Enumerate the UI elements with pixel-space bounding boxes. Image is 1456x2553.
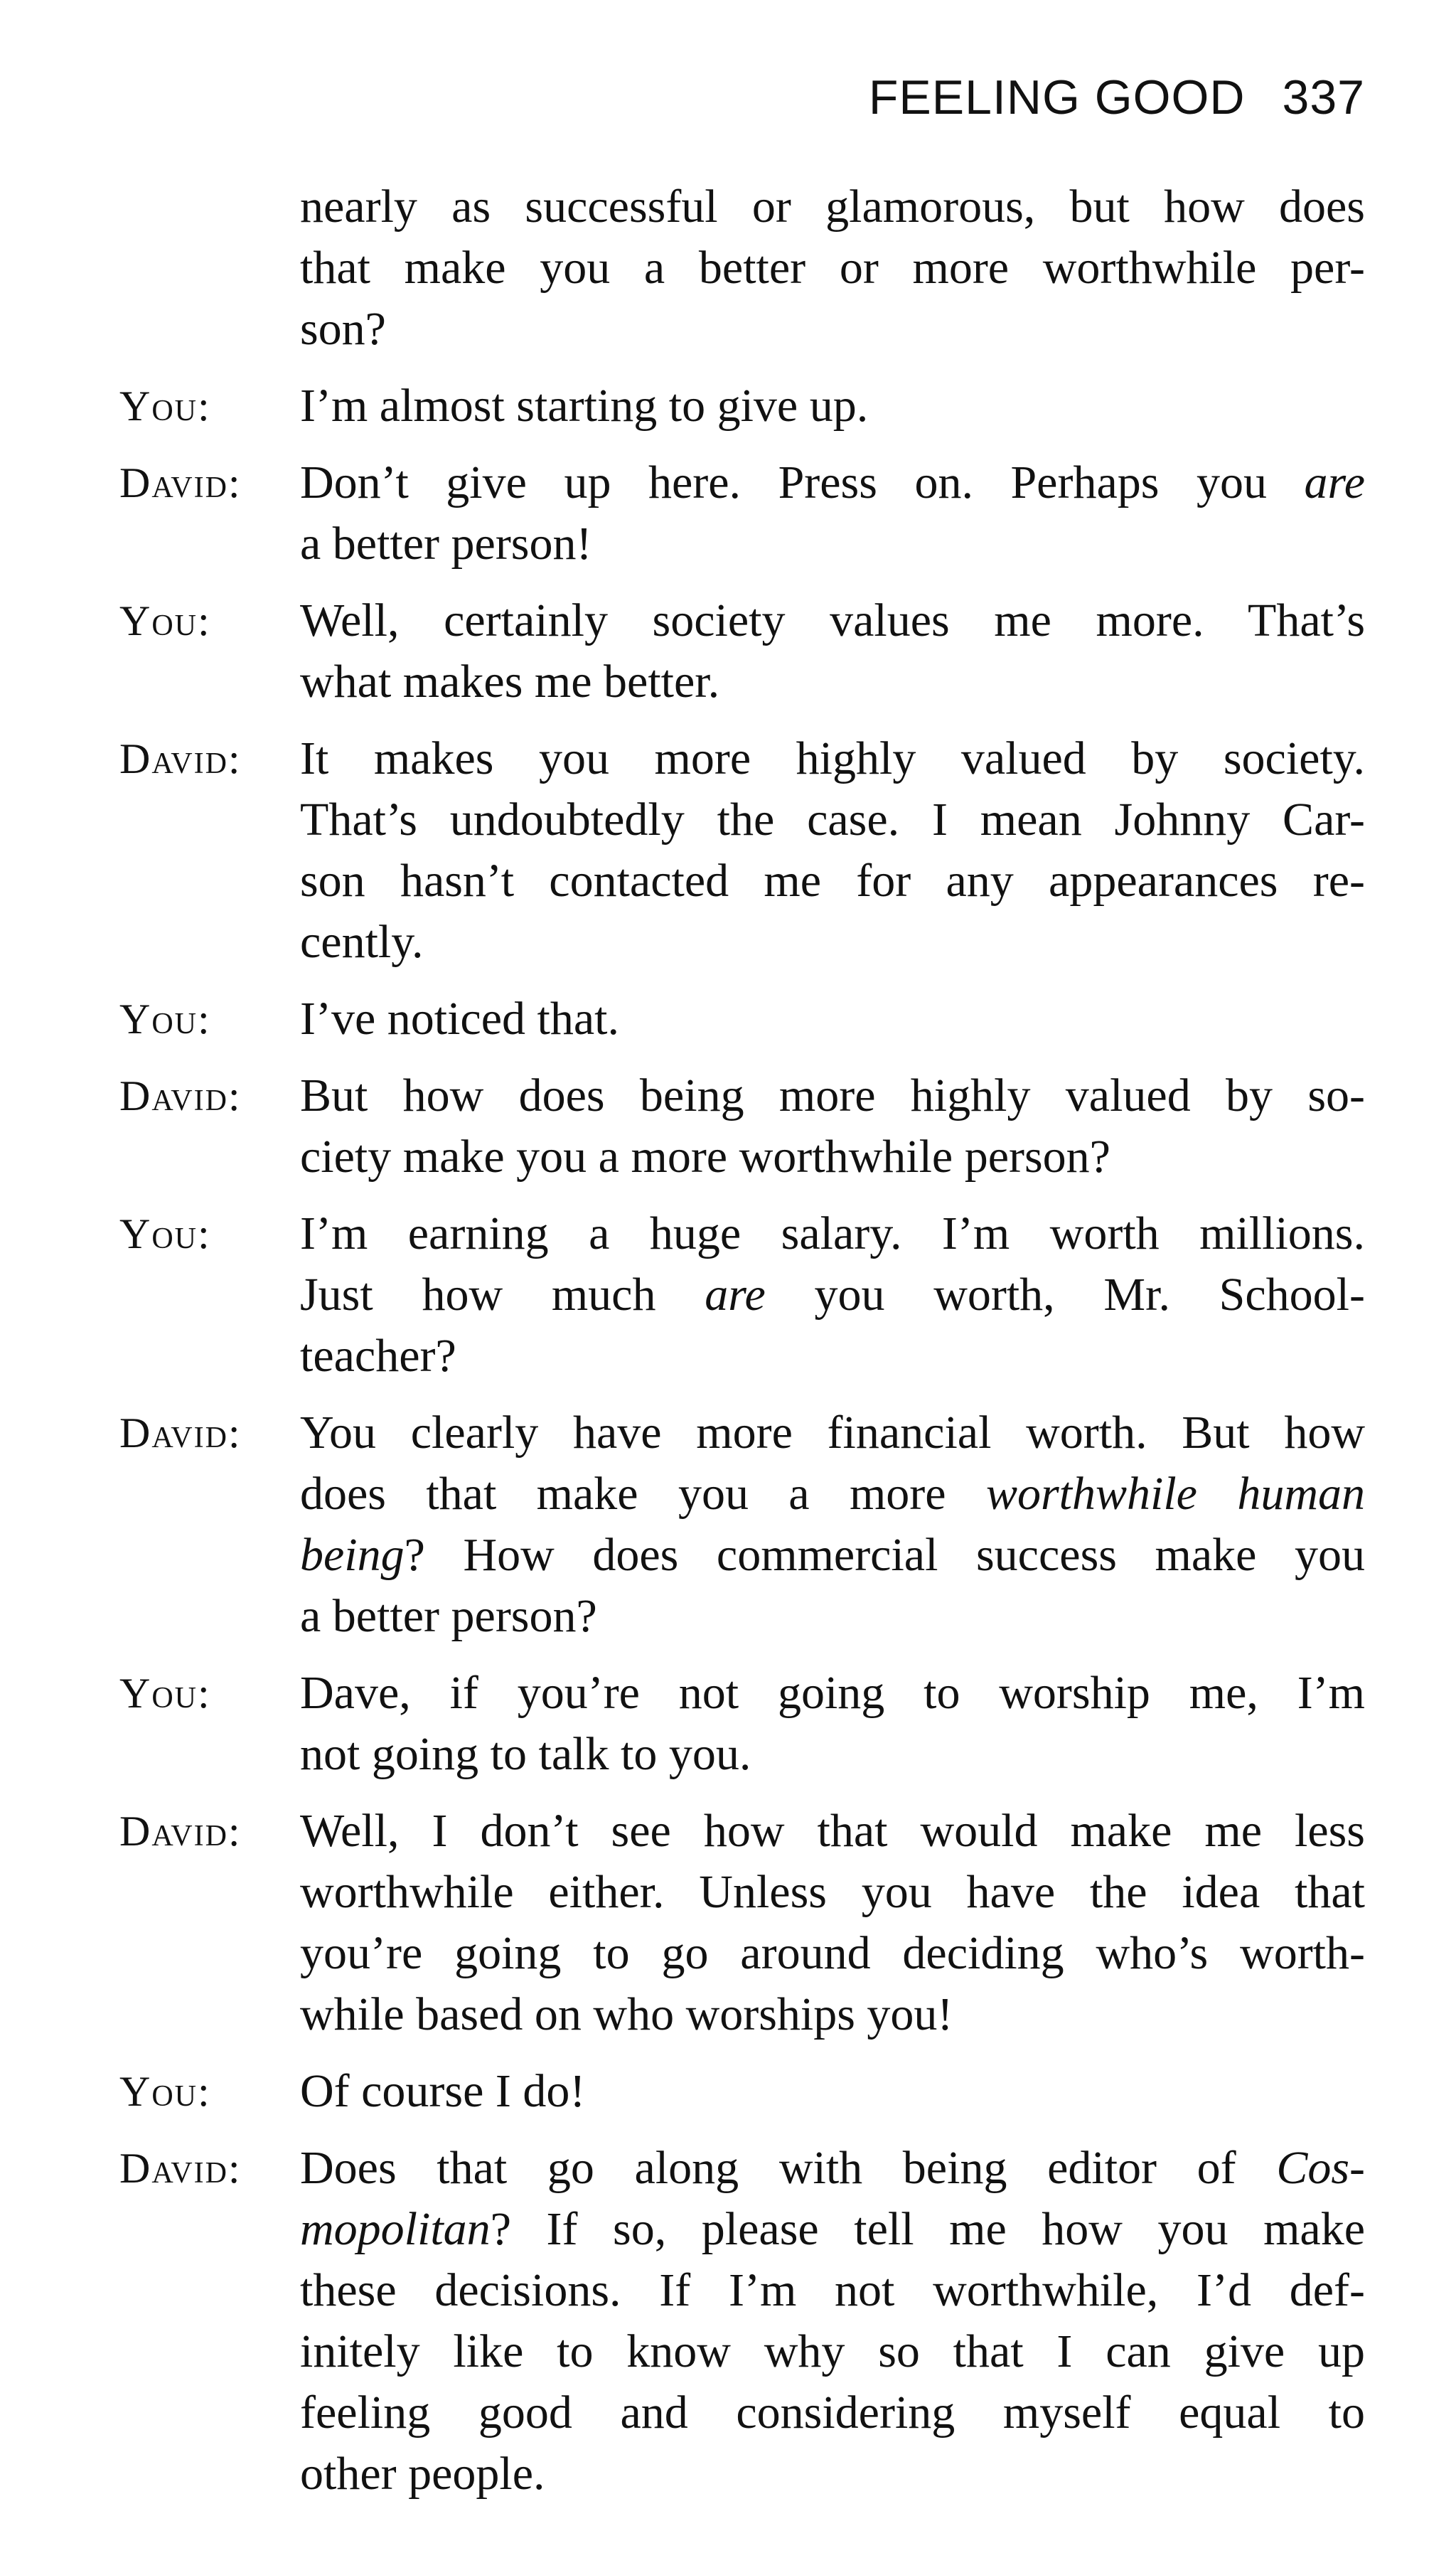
text-segment: son hasn’t contacted me for any appearances re- (300, 855, 1365, 907)
text-segment: a better person! (300, 518, 592, 570)
running-title: FEELING GOOD (868, 70, 1246, 124)
text-line (300, 851, 1365, 912)
page-number: 337 (1282, 70, 1365, 124)
speaker-name: David (119, 459, 228, 506)
paragraph-text (300, 1203, 1365, 1387)
text-line (300, 1663, 1365, 1724)
paragraph-text (300, 1663, 1365, 1785)
text-segment: that make you a better or more worthwhile per- (300, 242, 1365, 294)
text-line (300, 1923, 1365, 1984)
text-segment: Does that go along with being editor of (300, 2142, 1277, 2194)
dialogue-paragraph (119, 1065, 1365, 1188)
dialogue-paragraph (119, 452, 1365, 575)
speaker-label: David: (119, 735, 240, 782)
text-segment: I’m earning a huge salary. I’m worth millions. (300, 1208, 1365, 1259)
text-segment: Don’t give up here. Press on. Perhaps you (300, 457, 1305, 508)
dialogue-paragraph (119, 1663, 1365, 1785)
text-line (300, 988, 1365, 1050)
text-segment: cently. (300, 916, 424, 968)
italic-text: being (300, 1529, 405, 1581)
text-segment: ? If so, please tell me how you make (490, 2203, 1365, 2255)
italic-text: Cos- (1276, 2142, 1365, 2194)
speaker-label: David: (119, 1808, 240, 1855)
text-line (300, 513, 1365, 575)
paragraph-text (300, 988, 1365, 1050)
text-line (300, 728, 1365, 789)
speaker-label: You: (119, 2068, 210, 2115)
paragraph-text (300, 452, 1365, 575)
text-segment: But how does being more highly valued by so- (300, 1070, 1365, 1121)
text-segment: That’s undoubtedly the case. I mean Johnny Car- (300, 794, 1365, 846)
paragraph-text (300, 1801, 1365, 2045)
text-line (300, 2260, 1365, 2321)
speaker-label: David: (119, 1409, 240, 1456)
text-segment: worthwhile either. Unless you have the idea that (300, 1866, 1365, 1918)
text-line (300, 1264, 1365, 1326)
dialogue-paragraph (119, 176, 1365, 360)
dialogue-paragraph (119, 375, 1365, 437)
speaker-label: You: (119, 383, 210, 430)
paragraph-text (300, 590, 1365, 713)
dialogue-paragraph (119, 728, 1365, 973)
speaker-label: David: (119, 2145, 240, 2192)
speaker-name: You (119, 996, 198, 1043)
text-line (300, 2138, 1365, 2199)
text-segment: I’ve noticed that. (300, 993, 619, 1045)
speaker-name: David (119, 2145, 228, 2192)
text-segment: ? How does commercial success make you (404, 1529, 1365, 1581)
dialogue-body (119, 176, 1365, 2520)
text-line (300, 299, 1365, 360)
text-segment: feeling good and considering myself equal to (300, 2387, 1365, 2439)
text-segment: I’m almost starting to give up. (300, 380, 869, 432)
text-segment: Just how much (300, 1269, 705, 1321)
text-segment: You clearly have more financial worth. But how (300, 1407, 1365, 1459)
speaker-name: David (119, 1072, 228, 1119)
text-segment: while based on who worships you! (300, 1988, 953, 2040)
speaker-name: You (119, 383, 198, 430)
dialogue-paragraph (119, 1203, 1365, 1387)
text-segment: a better person? (300, 1590, 597, 1642)
paragraph-text (300, 2138, 1365, 2505)
speaker-name: You (119, 1670, 198, 1717)
text-line (300, 1984, 1365, 2045)
dialogue-paragraph (119, 1801, 1365, 2045)
speaker-label: David: (119, 1072, 240, 1119)
text-segment: these decisions. If I’m not worthwhile, I’d def- (300, 2264, 1365, 2316)
text-segment: Well, I don’t see how that would make me less (300, 1805, 1365, 1857)
speaker-name: David (119, 735, 228, 782)
text-segment: It makes you more highly valued by society. (300, 732, 1365, 784)
text-line (300, 1586, 1365, 1647)
speaker-label: You: (119, 1670, 210, 1717)
paragraph-text (300, 728, 1365, 973)
italic-text: mopolitan (300, 2203, 491, 2255)
running-header (869, 70, 1365, 125)
text-line (300, 1724, 1365, 1785)
text-segment: Of course I do! (300, 2065, 586, 2117)
text-line (300, 2321, 1365, 2382)
text-line (300, 2199, 1365, 2260)
text-line (300, 651, 1365, 713)
dialogue-paragraph (119, 2061, 1365, 2122)
text-line (300, 176, 1365, 238)
paragraph-text (300, 2061, 1365, 2122)
text-line (300, 1525, 1365, 1586)
paragraph-text (300, 375, 1365, 437)
italic-text: worthwhile human (985, 1468, 1365, 1520)
speaker-label: You: (119, 996, 210, 1043)
text-segment: initely like to know why so that I can give up (300, 2325, 1365, 2377)
speaker-label: You: (119, 1210, 210, 1257)
paragraph-text (300, 1065, 1365, 1188)
text-segment: does that make you a more (300, 1468, 986, 1520)
speaker-label: David: (119, 459, 240, 506)
text-segment: not going to talk to you. (300, 1728, 751, 1780)
text-line (300, 2382, 1365, 2443)
text-line (300, 1862, 1365, 1923)
paragraph-text (300, 1402, 1365, 1647)
text-line (300, 452, 1365, 513)
text-line (300, 789, 1365, 851)
speaker-name: You (119, 1210, 198, 1257)
italic-text: are (705, 1269, 766, 1321)
text-segment: son? (300, 303, 386, 355)
paragraph-text (300, 176, 1365, 360)
text-line (300, 238, 1365, 299)
text-line (300, 1203, 1365, 1264)
text-segment: Well, certainly society values me more. That’s (300, 595, 1365, 646)
text-line (300, 1326, 1365, 1387)
speaker-label: You: (119, 597, 210, 644)
speaker-name: David (119, 1409, 228, 1456)
text-segment: you worth, Mr. School- (765, 1269, 1365, 1321)
speaker-name: You (119, 2068, 198, 2115)
text-segment: nearly as successful or glamorous, but how does (300, 181, 1365, 233)
text-line (300, 375, 1365, 437)
dialogue-paragraph (119, 2138, 1365, 2505)
text-line (300, 1464, 1365, 1525)
text-line (300, 1126, 1365, 1188)
text-segment: what makes me better. (300, 656, 720, 708)
text-segment: other people. (300, 2448, 545, 2500)
dialogue-paragraph (119, 590, 1365, 713)
speaker-name: David (119, 1808, 228, 1855)
text-segment: teacher? (300, 1330, 456, 1382)
text-line (300, 1801, 1365, 1862)
text-line (300, 2443, 1365, 2505)
text-line (300, 1065, 1365, 1126)
text-segment: ciety make you a more worthwhile person? (300, 1131, 1110, 1183)
dialogue-paragraph (119, 988, 1365, 1050)
text-line (300, 912, 1365, 973)
text-segment: Dave, if you’re not going to worship me, I’m (300, 1667, 1365, 1719)
text-line (300, 2061, 1365, 2122)
text-line (300, 590, 1365, 651)
italic-text: are (1304, 457, 1365, 508)
text-line (300, 1402, 1365, 1464)
speaker-name: You (119, 597, 198, 644)
text-segment: you’re going to go around deciding who’s worth- (300, 1927, 1365, 1979)
dialogue-paragraph (119, 1402, 1365, 1647)
